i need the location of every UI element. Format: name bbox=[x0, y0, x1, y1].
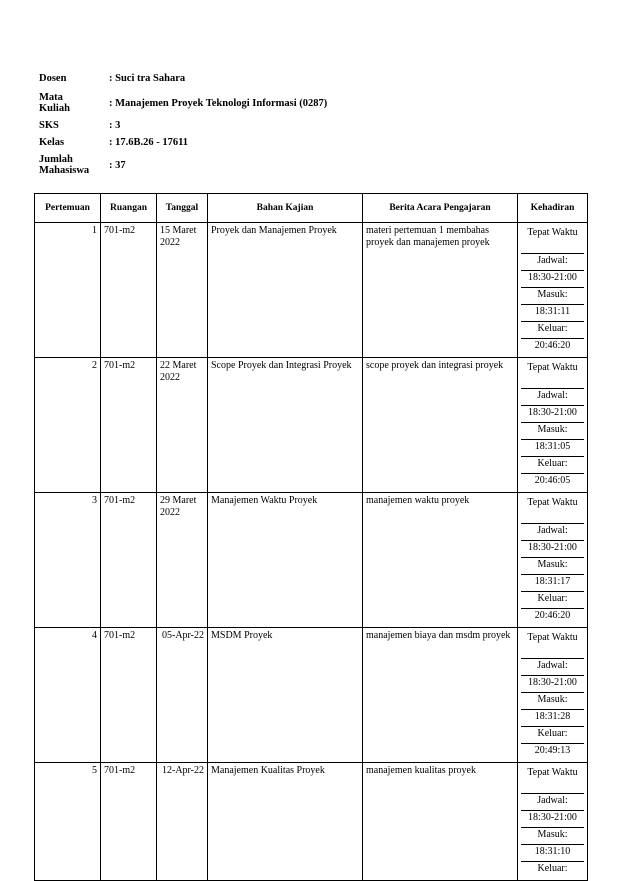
cell-kehadiran bbox=[518, 223, 588, 358]
cell-kehadiran bbox=[518, 358, 588, 493]
cell-tanggal: 15 Maret 2022 bbox=[157, 223, 208, 358]
cell-berita-acara: manajemen waktu proyek bbox=[363, 493, 518, 628]
info-label: Jumlah Mahasiswa bbox=[39, 154, 90, 176]
info-value: : 3 bbox=[109, 120, 121, 131]
check-in-label: Masuk: bbox=[521, 423, 584, 440]
cell-bahan-kajian: Proyek dan Manajemen Proyek bbox=[208, 223, 363, 358]
cell-ruangan: 701-m2 bbox=[101, 628, 157, 763]
check-out-label: Keluar: bbox=[521, 727, 584, 744]
schedule-value: 18:30-21:00 bbox=[521, 676, 584, 693]
header-pertemuan: Pertemuan bbox=[35, 194, 101, 223]
cell-ruangan: 701-m2 bbox=[101, 493, 157, 628]
header-bahan-kajian: Bahan Kajian bbox=[208, 194, 363, 223]
check-in-value: 18:31:11 bbox=[521, 305, 584, 322]
schedule-label: Jadwal: bbox=[521, 659, 584, 676]
info-row-mata-kuliah bbox=[39, 92, 327, 114]
header-ruangan: Ruangan bbox=[101, 194, 157, 223]
info-value: : 17.6B.26 - 17611 bbox=[109, 137, 189, 148]
check-out-label: Keluar: bbox=[521, 457, 584, 474]
schedule-label: Jadwal: bbox=[521, 794, 584, 811]
check-in-value: 18:31:17 bbox=[521, 575, 584, 592]
check-out-value: 20:46:05 bbox=[534, 475, 571, 486]
attendance-status: Tepat Waktu bbox=[521, 630, 584, 659]
cell-ruangan: 701-m2 bbox=[101, 763, 157, 881]
header-kehadiran: Kehadiran bbox=[518, 194, 588, 223]
check-out-value: 20:46:20 bbox=[534, 340, 571, 351]
header-tanggal: Tanggal bbox=[157, 194, 208, 223]
table-header-row bbox=[35, 194, 588, 223]
check-in-value: 18:31:10 bbox=[521, 845, 584, 862]
check-out-label: Keluar: bbox=[521, 322, 584, 339]
attendance-table bbox=[34, 193, 588, 881]
cell-tanggal: 22 Maret 2022 bbox=[157, 358, 208, 493]
schedule-label: Jadwal: bbox=[521, 524, 584, 541]
schedule-label: Jadwal: bbox=[521, 389, 584, 406]
schedule-label: Jadwal: bbox=[521, 254, 584, 271]
cell-berita-acara: manajemen biaya dan msdm proyek bbox=[363, 628, 518, 763]
table-row bbox=[35, 358, 588, 493]
check-out-label: Keluar: bbox=[521, 592, 584, 609]
cell-berita-acara: materi pertemuan 1 membahas proyek dan manajemen proyek bbox=[363, 223, 518, 358]
info-row-jumlah bbox=[39, 154, 327, 176]
info-value: : 37 bbox=[109, 159, 126, 171]
info-label: Mata Kuliah bbox=[39, 92, 70, 114]
info-label: Kelas bbox=[39, 137, 65, 148]
table-row bbox=[35, 223, 588, 358]
header-berita-acara: Berita Acara Pengajaran bbox=[363, 194, 518, 223]
cell-tanggal: 12-Apr-22 bbox=[157, 763, 208, 881]
info-label: SKS bbox=[39, 120, 59, 131]
check-out-label: Keluar: bbox=[537, 863, 568, 874]
info-row-sks bbox=[39, 120, 327, 131]
cell-pertemuan: 5 bbox=[35, 763, 101, 881]
attendance-status: Tepat Waktu bbox=[521, 765, 584, 794]
schedule-value: 18:30-21:00 bbox=[521, 811, 584, 828]
cell-bahan-kajian: Manajemen Kualitas Proyek bbox=[208, 763, 363, 881]
check-in-label: Masuk: bbox=[521, 288, 584, 305]
cell-ruangan: 701-m2 bbox=[101, 358, 157, 493]
check-in-value: 18:31:28 bbox=[521, 710, 584, 727]
cell-pertemuan: 1 bbox=[35, 223, 101, 358]
check-out-value: 20:49:13 bbox=[534, 745, 571, 756]
cell-tanggal: 29 Maret 2022 bbox=[157, 493, 208, 628]
check-out-value: 20:46:20 bbox=[534, 610, 571, 621]
info-label: Dosen bbox=[39, 73, 67, 84]
cell-berita-acara: scope proyek dan integrasi proyek bbox=[363, 358, 518, 493]
schedule-value: 18:30-21:00 bbox=[521, 406, 584, 423]
schedule-value: 18:30-21:00 bbox=[521, 271, 584, 288]
cell-berita-acara: manajemen kualitas proyek bbox=[363, 763, 518, 881]
check-in-label: Masuk: bbox=[521, 693, 584, 710]
check-in-value: 18:31:05 bbox=[521, 440, 584, 457]
check-in-label: Masuk: bbox=[521, 558, 584, 575]
attendance-status: Tepat Waktu bbox=[521, 495, 584, 524]
cell-kehadiran bbox=[518, 628, 588, 763]
attendance-status: Tepat Waktu bbox=[521, 360, 584, 389]
cell-pertemuan: 4 bbox=[35, 628, 101, 763]
table-row bbox=[35, 763, 588, 881]
cell-pertemuan: 3 bbox=[35, 493, 101, 628]
cell-bahan-kajian: Scope Proyek dan Integrasi Proyek bbox=[208, 358, 363, 493]
info-value: : Manajemen Proyek Teknologi Informasi (0287) bbox=[109, 97, 328, 109]
table-row bbox=[35, 628, 588, 763]
course-info bbox=[39, 73, 327, 176]
cell-kehadiran bbox=[518, 493, 588, 628]
cell-kehadiran bbox=[518, 763, 588, 881]
info-row-kelas bbox=[39, 137, 327, 148]
info-row-dosen bbox=[39, 73, 327, 84]
cell-tanggal: 05-Apr-22 bbox=[157, 628, 208, 763]
attendance-status: Tepat Waktu bbox=[521, 225, 584, 254]
cell-bahan-kajian: Manajemen Waktu Proyek bbox=[208, 493, 363, 628]
info-value: : Suci tra Sahara bbox=[109, 73, 186, 84]
cell-pertemuan: 2 bbox=[35, 358, 101, 493]
check-in-label: Masuk: bbox=[521, 828, 584, 845]
cell-ruangan: 701-m2 bbox=[101, 223, 157, 358]
table-row bbox=[35, 493, 588, 628]
cell-bahan-kajian: MSDM Proyek bbox=[208, 628, 363, 763]
schedule-value: 18:30-21:00 bbox=[521, 541, 584, 558]
